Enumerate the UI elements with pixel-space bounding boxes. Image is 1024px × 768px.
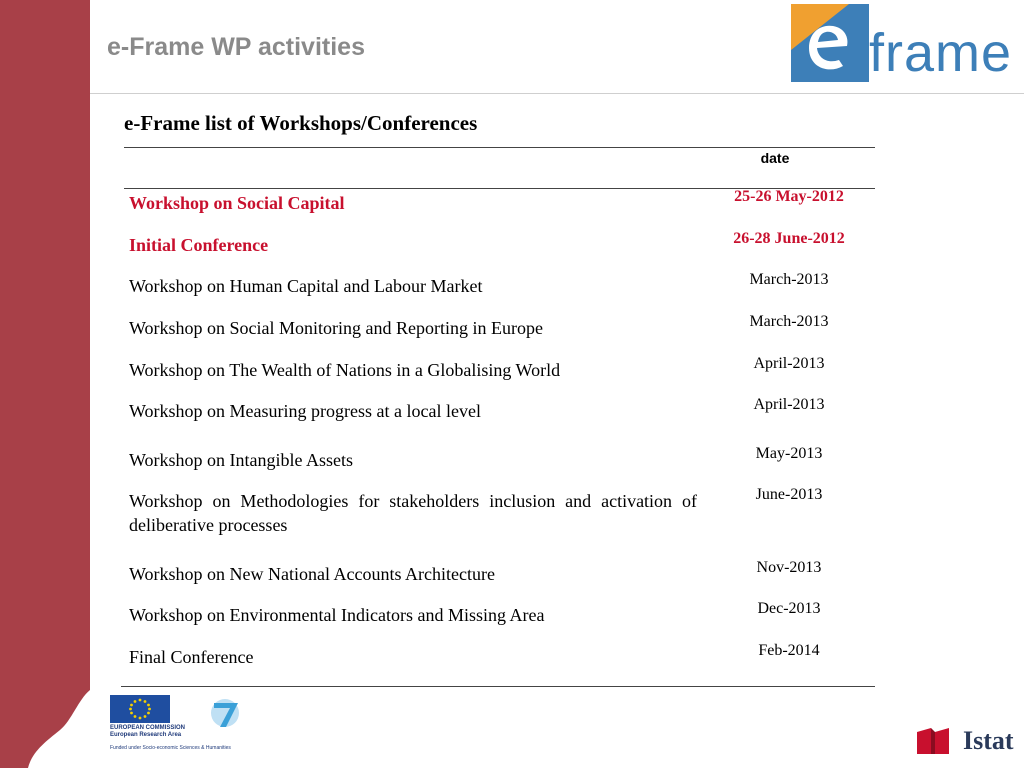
date-column-header: date bbox=[760, 150, 790, 166]
list-heading: e-Frame list of Workshops/Conferences bbox=[124, 111, 478, 135]
eframe-logo bbox=[791, 4, 1015, 94]
workshop-name: Workshop on Measuring progress at a local level bbox=[129, 401, 481, 421]
istat-emblem-icon bbox=[915, 726, 961, 756]
workshop-date: Nov-2013 bbox=[756, 559, 822, 576]
workshop-date: March-2013 bbox=[749, 271, 829, 288]
workshop-date: 26-28 June-2012 bbox=[733, 230, 845, 247]
eu-caption-line2: European Research Area bbox=[110, 732, 182, 738]
istat-wordmark: Istat bbox=[963, 726, 1014, 755]
eu-funding-caption: Funded under Socio-economic Sciences & Humanities bbox=[110, 745, 231, 751]
workshop-date: May-2013 bbox=[755, 445, 823, 462]
table-top-rule bbox=[124, 147, 875, 148]
sidebar-band bbox=[0, 0, 90, 768]
fp7-logo bbox=[200, 695, 250, 740]
logo-wordmark: frame bbox=[869, 23, 1013, 83]
workshop-name: Workshop on Environmental Indicators and Missing Area bbox=[129, 605, 545, 625]
eu-caption bbox=[110, 725, 185, 739]
workshop-name: Workshop on New National Accounts Architecture bbox=[129, 564, 495, 584]
fp7-emblem-icon bbox=[200, 695, 250, 740]
workshop-name: Workshop on Intangible Assets bbox=[129, 450, 354, 470]
eu-logos bbox=[110, 695, 255, 755]
eu-caption-line1: EUROPEAN COMMISSION bbox=[110, 725, 186, 731]
eu-flag-icon bbox=[110, 695, 170, 723]
slide-title: e-Frame WP activities bbox=[107, 33, 365, 61]
table-bottom-rule bbox=[121, 686, 875, 687]
workshop-date: June-2013 bbox=[755, 486, 823, 503]
workshop-name: Initial Conference bbox=[129, 235, 269, 255]
workshop-date: April-2013 bbox=[753, 355, 825, 372]
e-letter-emblem-icon bbox=[791, 4, 869, 82]
istat-logo bbox=[915, 726, 1015, 758]
workshop-name: Workshop on The Wealth of Nations in a Globalising World bbox=[129, 360, 561, 380]
workshop-date: April-2013 bbox=[753, 396, 825, 413]
workshop-date: Feb-2014 bbox=[758, 642, 820, 659]
workshop-name: Workshop on Social Capital bbox=[129, 193, 345, 213]
workshop-name: Workshop on Social Monitoring and Reporting in Europe bbox=[129, 318, 543, 338]
workshop-date: 25-26 May-2012 bbox=[734, 188, 844, 205]
workshop-name: Final Conference bbox=[129, 647, 254, 667]
workshop-date: March-2013 bbox=[749, 313, 829, 330]
workshop-name: Workshop on Methodologies for stakeholders inclusion and activation of deliberative processes bbox=[129, 491, 697, 535]
workshop-date: Dec-2013 bbox=[757, 600, 821, 617]
workshop-name: Workshop on Human Capital and Labour Market bbox=[129, 276, 483, 296]
